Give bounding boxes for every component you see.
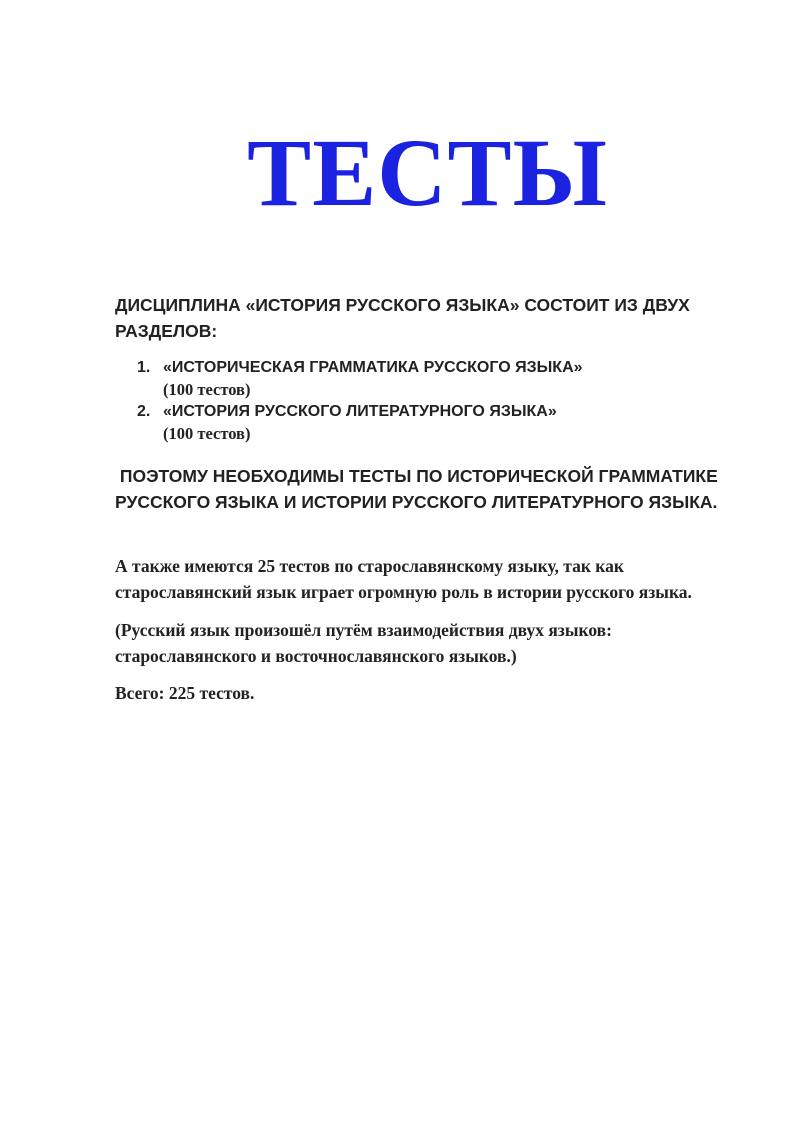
section-number: 2. [137,403,151,420]
total-line: Всего: 225 тестов. [115,683,255,703]
section-name: «ИСТОРИЧЕСКАЯ ГРАММАТИКА РУССКОГО ЯЗЫКА» [163,359,583,376]
section-item [137,401,757,445]
section-name: «ИСТОРИЯ РУССКОГО ЛИТЕРАТУРНОГО ЯЗЫКА» [163,403,557,420]
section-number: 1. [137,359,151,376]
section-test-count: (100 тестов) [163,424,251,443]
intro-paragraph: ДИСЦИПЛИНА «ИСТОРИЯ РУССКОГО ЯЗЫКА» СОСТОИТ ИЗ ДВУХ РАЗДЕЛОВ: [115,295,690,341]
section-item [137,357,757,401]
old-slavonic-paragraph: А также имеются 25 тестов по старославянскому языку, так как старославянский язык играет огромную роль в истории русского языка. [115,556,692,602]
therefore-paragraph [115,463,755,515]
page-title: ТЕСТЫ [247,119,608,226]
therefore-text: ПОЭТОМУ НЕОБХОДИМЫ ТЕСТЫ ПО ИСТОРИЧЕСКОЙ ГРАММАТИКЕ РУССКОГО ЯЗЫКА И ИСТОРИИ РУССКОГО ЛИТЕРАТУРНОГО ЯЗЫКА. [115,466,718,512]
sections-list [137,357,757,445]
origin-paragraph: (Русский язык произошёл путём взаимодействия двух языков: старославянского и восточнославянского языков.) [115,620,612,666]
section-test-count: (100 тестов) [163,380,251,399]
